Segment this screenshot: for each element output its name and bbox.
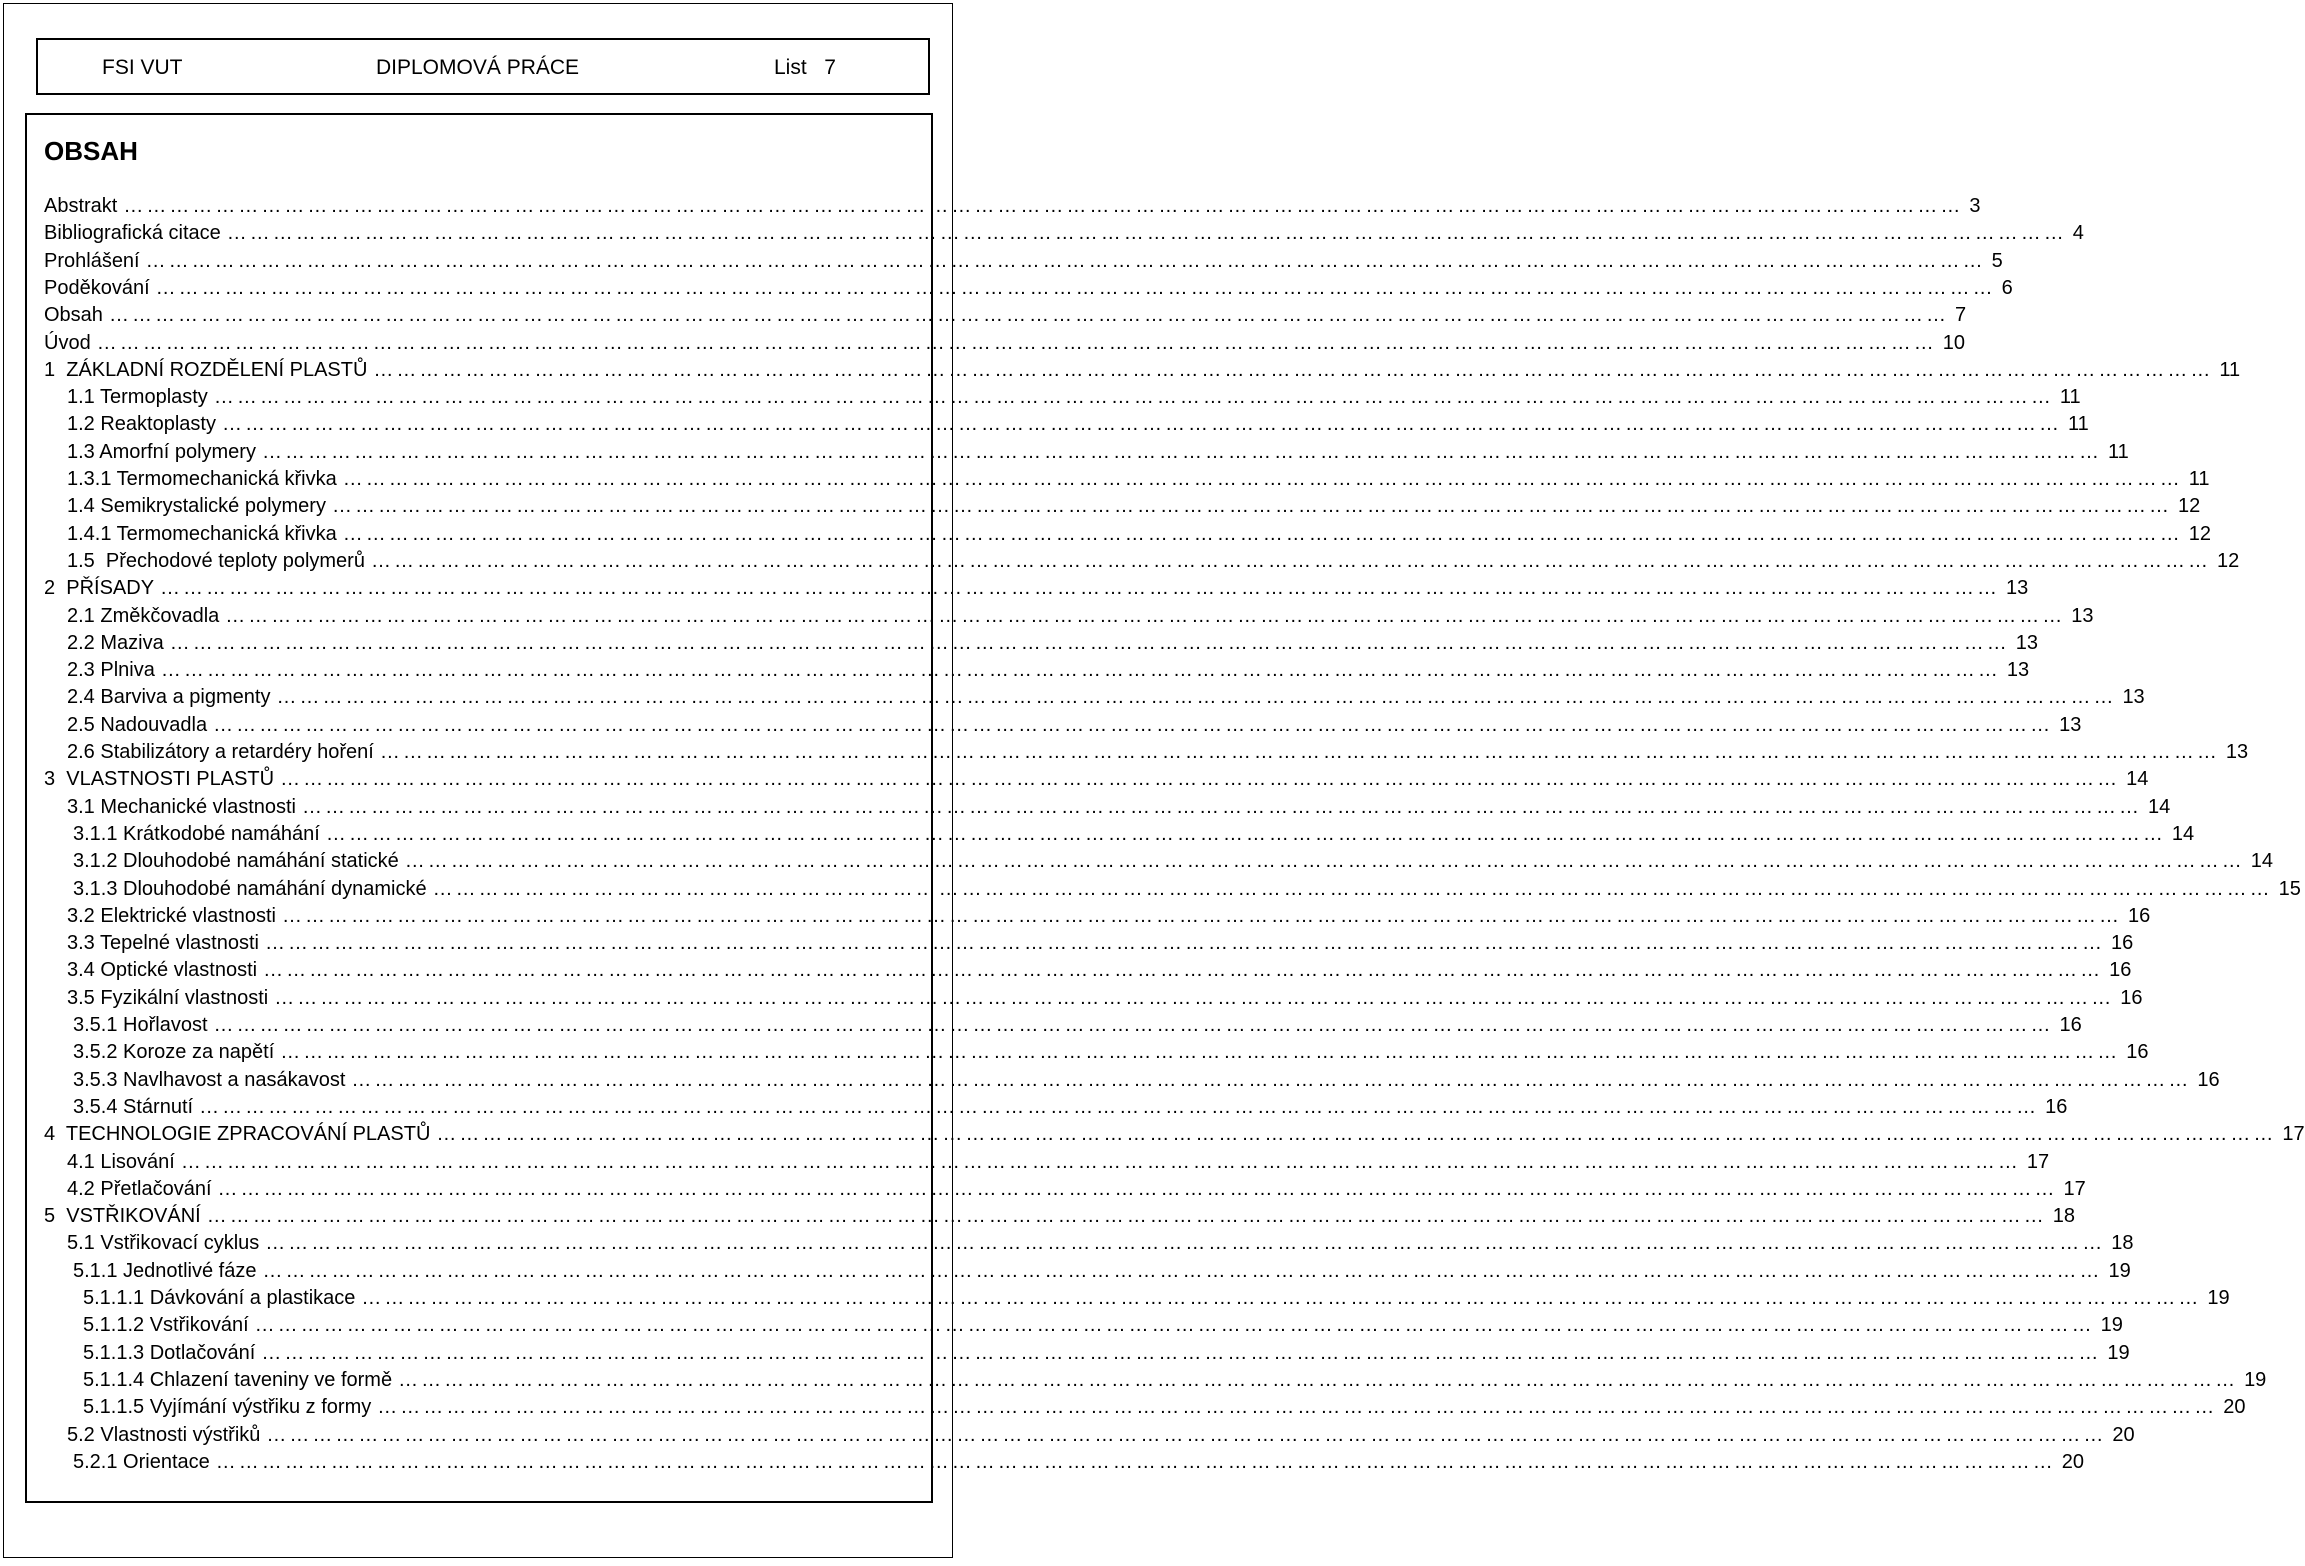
- toc-entry: [83, 1367, 2267, 1394]
- toc-entry-page: 12: [2216, 549, 2240, 572]
- toc-entry: [44, 575, 2029, 602]
- toc-entry: [67, 521, 2211, 548]
- toc-entry: [67, 1176, 2086, 1203]
- toc-entry: [83, 1285, 2230, 1312]
- header-institution: FSI VUT: [102, 56, 183, 79]
- toc-entry: [83, 1394, 2246, 1421]
- toc-entry-title: Poděkování: [44, 276, 150, 299]
- toc-leader-dots: ……………………………………………………………………………………………………………………………………………………………………………………………………………………: [215, 1450, 2056, 1473]
- toc-entry: [44, 330, 1965, 357]
- toc-entry-title: Úvod: [44, 331, 91, 354]
- toc-entry-page: 20: [2112, 1423, 2135, 1446]
- toc-entry-title: 5.1 Vstřikovací cyklus: [67, 1232, 260, 1255]
- toc-entry: [44, 302, 1967, 329]
- toc-entry-page: 13: [2059, 713, 2082, 736]
- toc-leader-dots: ……………………………………………………………………………………………………………………………………………………………………………………………………………………: [217, 1177, 2058, 1200]
- contents-box: [25, 113, 2305, 1503]
- toc-leader-dots: ……………………………………………………………………………………………………………………………………………………………………………………………………………………: [155, 276, 1996, 299]
- toc-leader-dots: ……………………………………………………………………………………………………………………………………………………………………………………………………………………: [281, 904, 2122, 927]
- toc-entry-title: 1.4 Semikrystalické polymery: [67, 495, 326, 518]
- toc-leader-dots: ……………………………………………………………………………………………………………………………………………………………………………………………………………………: [342, 468, 2183, 490]
- toc-leader-dots: ……………………………………………………………………………………………………………………………………………………………………………………………………………………: [351, 1068, 2192, 1091]
- toc-entry-page: 14: [2126, 768, 2149, 791]
- toc-entry: [67, 985, 2143, 1012]
- toc-leader-dots: ……………………………………………………………………………………………………………………………………………………………………………………………………………………: [123, 195, 1964, 217]
- toc-entry: [73, 1094, 2068, 1121]
- toc-entry: [67, 794, 2171, 821]
- toc-entry-title: 1.4.1 Termomechanická křivka: [67, 522, 337, 545]
- toc-leader-dots: ……………………………………………………………………………………………………………………………………………………………………………………………………………………: [96, 331, 1937, 354]
- toc-entry-page: 13: [2006, 577, 2029, 600]
- toc-entry-title: Bibliografická citace: [44, 222, 221, 245]
- toc-leader-dots: ……………………………………………………………………………………………………………………………………………………………………………………………………………………: [373, 358, 2214, 381]
- toc-entry-title: 1.1 Termoplasty: [67, 386, 208, 409]
- header-list-number: 7: [824, 56, 836, 79]
- toc-leader-dots: ……………………………………………………………………………………………………………………………………………………………………………………………………………………: [379, 741, 2220, 763]
- toc-entry-title: 4.1 Lisování: [67, 1150, 175, 1173]
- toc-entry-page: 16: [2059, 1014, 2082, 1036]
- toc-entry: [83, 1312, 2123, 1339]
- toc-entry-title: 3.5.4 Stárnutí: [73, 1095, 194, 1118]
- toc-leader-dots: ……………………………………………………………………………………………………………………………………………………………………………………………………………………: [261, 1341, 2102, 1364]
- toc-entry-page: 10: [1942, 331, 1965, 354]
- toc-entry-page: 17: [2063, 1177, 2086, 1200]
- toc-leader-dots: ……………………………………………………………………………………………………………………………………………………………………………………………………………………: [206, 1205, 2047, 1228]
- toc-leader-dots: ……………………………………………………………………………………………………………………………………………………………………………………………………………………: [108, 304, 1949, 327]
- toc-entry-title: 5.1.1.5 Vyjímání výstřiku z formy: [83, 1396, 372, 1419]
- toc-entry-page: 14: [2250, 850, 2274, 873]
- toc-entry-title: 5.1.1 Jednotlivé fáze: [73, 1259, 257, 1282]
- toc-entry-page: 13: [2015, 631, 2038, 654]
- toc-leader-dots: ……………………………………………………………………………………………………………………………………………………………………………………………………………………: [276, 686, 2117, 709]
- toc-entry-page: 7: [1954, 304, 1967, 327]
- toc-entry-page: 19: [2108, 1259, 2131, 1282]
- header-document-type: DIPLOMOVÁ PRÁCE: [376, 56, 580, 79]
- toc-leader-dots: ……………………………………………………………………………………………………………………………………………………………………………………………………………………: [180, 1150, 2021, 1173]
- toc-entry-title: 3.3 Tepelné vlastnosti: [67, 932, 259, 955]
- toc-entry-title: 5.1.1.4 Chlazení taveniny ve formě: [83, 1368, 393, 1391]
- toc-entry-page: 16: [2109, 959, 2132, 982]
- header-page-number: [774, 56, 836, 80]
- contents-title: OBSAH: [44, 136, 138, 166]
- toc-entry-title: 2.4 Barviva a pigmenty: [67, 686, 271, 709]
- toc-leader-dots: ……………………………………………………………………………………………………………………………………………………………………………………………………………………: [213, 713, 2054, 736]
- toc-leader-dots: ……………………………………………………………………………………………………………………………………………………………………………………………………………………: [262, 1259, 2103, 1282]
- toc-entry: [73, 1067, 2220, 1094]
- toc-entry-page: 5: [1991, 249, 2003, 272]
- toc-leader-dots: ……………………………………………………………………………………………………………………………………………………………………………………………………………………: [342, 522, 2183, 545]
- toc-entry-page: 6: [2001, 276, 2013, 299]
- toc-entry-title: 1.3.1 Termomechanická křivka: [67, 468, 337, 490]
- toc-entry-page: 13: [2122, 686, 2145, 709]
- toc-entry-title: 1 ZÁKLADNÍ ROZDĚLENÍ PLASTŮ: [44, 358, 368, 381]
- toc-entry-page: 18: [2111, 1232, 2134, 1255]
- toc-leader-dots: ……………………………………………………………………………………………………………………………………………………………………………………………………………………: [280, 1041, 2121, 1064]
- toc-entry: [67, 930, 2134, 957]
- toc-entry: [44, 1203, 2075, 1230]
- toc-entry-page: 16: [2045, 1095, 2068, 1118]
- toc-entry-title: Prohlášení: [44, 249, 140, 272]
- toc-leader-dots: ……………………………………………………………………………………………………………………………………………………………………………………………………………………: [213, 1014, 2054, 1036]
- toc-entry-title: 5.1.1.3 Dotlačování: [83, 1341, 256, 1364]
- toc-entry: [67, 739, 2249, 766]
- toc-entry-title: 4.2 Přetlačování: [67, 1177, 212, 1200]
- toc-leader-dots: ……………………………………………………………………………………………………………………………………………………………………………………………………………………: [280, 768, 2121, 791]
- toc-entry-page: 13: [2225, 741, 2249, 763]
- toc-entry-title: 3 VLASTNOSTI PLASTŮ: [44, 768, 275, 791]
- toc-entry-page: 13: [2006, 659, 2030, 682]
- toc-entry-page: 14: [2171, 822, 2195, 845]
- toc-entry-title: 3.1.3 Dlouhodobé namáhání dynamické: [73, 877, 427, 900]
- toc-entry: [67, 384, 2081, 411]
- toc-entry: [67, 684, 2145, 711]
- toc-leader-dots: ……………………………………………………………………………………………………………………………………………………………………………………………………………………: [361, 1287, 2202, 1309]
- toc-entry-title: 3.4 Optické vlastnosti: [67, 959, 258, 982]
- toc-entry: [67, 603, 2094, 630]
- toc-entry: [67, 1422, 2135, 1449]
- toc-leader-dots: ……………………………………………………………………………………………………………………………………………………………………………………………………………………: [302, 795, 2143, 818]
- toc-entry-page: 17: [2282, 1123, 2305, 1146]
- header-list-label: List: [774, 56, 807, 79]
- toc-entry-page: 16: [2110, 932, 2134, 955]
- toc-entry-title: 5.1.1.2 Vstřikování: [83, 1314, 249, 1337]
- toc-entry-page: 16: [2120, 986, 2143, 1009]
- toc-entry: [83, 1340, 2130, 1367]
- toc-leader-dots: ……………………………………………………………………………………………………………………………………………………………………………………………………………………: [169, 631, 2010, 654]
- toc-entry-page: 19: [2244, 1368, 2267, 1391]
- toc-leader-dots: ……………………………………………………………………………………………………………………………………………………………………………………………………………………: [377, 1396, 2218, 1419]
- toc-entry: [44, 766, 2149, 793]
- toc-leader-dots: ……………………………………………………………………………………………………………………………………………………………………………………………………………………: [325, 822, 2166, 845]
- toc-entry-title: 3.5.3 Navlhavost a nasákavost: [73, 1068, 346, 1091]
- toc-entry: [67, 903, 2151, 930]
- toc-entry-title: 3.1.2 Dlouhodobé namáhání statické: [73, 850, 399, 873]
- toc-leader-dots: ……………………………………………………………………………………………………………………………………………………………………………………………………………………: [221, 413, 2062, 436]
- toc-entry: [67, 630, 2038, 657]
- toc-entry: [67, 657, 2030, 684]
- toc-entry-title: 4 TECHNOLOGIE ZPRACOVÁNÍ PLASTŮ: [44, 1123, 431, 1146]
- toc-entry-title: 2.2 Maziva: [67, 631, 164, 654]
- toc-entry-title: 1.3 Amorfní polymery: [67, 440, 256, 463]
- toc-leader-dots: ……………………………………………………………………………………………………………………………………………………………………………………………………………………: [226, 222, 2067, 245]
- toc-entry-page: 12: [2177, 495, 2201, 518]
- toc-entry-page: 14: [2148, 795, 2171, 818]
- toc-entry: [73, 848, 2274, 875]
- toc-entry: [67, 548, 2240, 575]
- toc-entry: [44, 193, 1981, 220]
- toc-entry: [67, 411, 2089, 438]
- toc-leader-dots: ……………………………………………………………………………………………………………………………………………………………………………………………………………………: [266, 1423, 2107, 1446]
- toc-leader-dots: ……………………………………………………………………………………………………………………………………………………………………………………………………………………: [199, 1095, 2040, 1118]
- toc-entry: [67, 1230, 2134, 1257]
- toc-entry: [44, 220, 2084, 247]
- toc-entry-title: 3.1.1 Krátkodobé namáhání: [73, 822, 320, 845]
- toc-entry-title: 3.5.2 Koroze za napětí: [73, 1041, 275, 1064]
- toc-entry-title: 1.2 Reaktoplasty: [67, 413, 216, 436]
- toc-entry: [73, 876, 2301, 903]
- toc-entry-page: 11: [2219, 358, 2241, 381]
- toc-entry: [73, 1012, 2082, 1039]
- toc-leader-dots: ……………………………………………………………………………………………………………………………………………………………………………………………………………………: [265, 1232, 2106, 1255]
- toc-leader-dots: ……………………………………………………………………………………………………………………………………………………………………………………………………………………: [398, 1368, 2239, 1391]
- toc-entry: [44, 357, 2241, 384]
- toc-entry-page: 11: [2107, 440, 2129, 463]
- toc-entry: [44, 1121, 2305, 1148]
- toc-entry: [73, 1258, 2131, 1285]
- toc-entry-page: 19: [2107, 1341, 2130, 1364]
- toc-leader-dots: ……………………………………………………………………………………………………………………………………………………………………………………………………………………: [274, 986, 2115, 1009]
- toc-entry-page: 11: [2188, 468, 2210, 490]
- toc-entry-title: 3.5.1 Hořlavost: [73, 1014, 208, 1036]
- page-header: [36, 38, 930, 95]
- toc-entry-page: 16: [2126, 1041, 2149, 1064]
- toc-leader-dots: ……………………………………………………………………………………………………………………………………………………………………………………………………………………: [261, 440, 2102, 463]
- toc-entry: [67, 466, 2210, 493]
- toc-entry-title: 2.6 Stabilizátory a retardéry hoření: [67, 741, 374, 763]
- toc-entry: [44, 248, 2003, 275]
- toc-entry-title: 3.2 Elektrické vlastnosti: [67, 904, 276, 927]
- toc-entry-page: 17: [2026, 1150, 2050, 1173]
- toc-entry-page: 20: [2223, 1396, 2246, 1419]
- toc-entry: [67, 957, 2132, 984]
- toc-leader-dots: ……………………………………………………………………………………………………………………………………………………………………………………………………………………: [254, 1314, 2095, 1337]
- toc-entry-title: Abstrakt: [44, 195, 118, 217]
- toc-leader-dots: ……………………………………………………………………………………………………………………………………………………………………………………………………………………: [436, 1123, 2277, 1146]
- toc-entry-page: 15: [2278, 877, 2301, 900]
- toc-leader-dots: ……………………………………………………………………………………………………………………………………………………………………………………………………………………: [225, 604, 2066, 627]
- toc-entry-title: 3.1 Mechanické vlastnosti: [67, 795, 297, 818]
- toc-entry-page: 13: [2071, 604, 2094, 627]
- toc-entry-title: Obsah: [44, 304, 103, 327]
- toc-leader-dots: ……………………………………………………………………………………………………………………………………………………………………………………………………………………: [160, 577, 2001, 600]
- toc-entry-page: 11: [2059, 386, 2081, 409]
- toc-entry-page: 12: [2188, 522, 2211, 545]
- toc-leader-dots: ……………………………………………………………………………………………………………………………………………………………………………………………………………………: [331, 495, 2172, 518]
- toc-leader-dots: ……………………………………………………………………………………………………………………………………………………………………………………………………………………: [432, 877, 2273, 900]
- toc-entry: [67, 1149, 2050, 1176]
- toc-entry-title: 1.5 Přechodové teploty polymerů: [67, 549, 365, 572]
- toc-entry-page: 18: [2052, 1205, 2075, 1228]
- toc-leader-dots: ……………………………………………………………………………………………………………………………………………………………………………………………………………………: [160, 659, 2001, 682]
- toc-entry: [73, 1039, 2149, 1066]
- toc-entry-page: 16: [2127, 904, 2151, 927]
- toc-entry-title: 5.1.1.1 Dávkování a plastikace: [83, 1287, 356, 1309]
- toc-entry-title: 2.5 Nadouvadla: [67, 713, 208, 736]
- toc-entry-title: 5 VSTŘIKOVÁNÍ: [44, 1205, 201, 1228]
- toc-entry-title: 5.2 Vlastnosti výstřiků: [67, 1423, 261, 1446]
- toc-entry-page: 19: [2207, 1287, 2230, 1309]
- toc-entry-title: 2 PŘÍSADY: [44, 577, 155, 600]
- toc-entry-page: 16: [2197, 1068, 2220, 1091]
- toc-entry: [44, 275, 2013, 302]
- toc-entry-title: 3.5 Fyzikální vlastnosti: [67, 986, 269, 1009]
- toc-leader-dots: ……………………………………………………………………………………………………………………………………………………………………………………………………………………: [370, 549, 2211, 572]
- toc-entry-page: 3: [1969, 195, 1981, 217]
- toc-entry-page: 4: [2072, 222, 2084, 245]
- toc-entry-page: 20: [2061, 1450, 2084, 1473]
- toc-entry-page: 11: [2067, 413, 2089, 436]
- toc-entry: [67, 493, 2201, 520]
- toc-leader-dots: ……………………………………………………………………………………………………………………………………………………………………………………………………………………: [264, 932, 2105, 955]
- toc-entry-title: 5.2.1 Orientace: [73, 1450, 210, 1473]
- toc-leader-dots: ……………………………………………………………………………………………………………………………………………………………………………………………………………………: [404, 850, 2245, 873]
- toc-leader-dots: ……………………………………………………………………………………………………………………………………………………………………………………………………………………: [145, 249, 1986, 272]
- toc-entry-page: 19: [2100, 1314, 2123, 1337]
- toc-entry: [67, 439, 2129, 466]
- toc-leader-dots: ……………………………………………………………………………………………………………………………………………………………………………………………………………………: [263, 959, 2104, 982]
- toc-leader-dots: ……………………………………………………………………………………………………………………………………………………………………………………………………………………: [213, 386, 2054, 409]
- toc-entry-title: 2.1 Změkčovadla: [67, 604, 220, 627]
- toc-entry: [73, 821, 2195, 848]
- toc-entry: [67, 712, 2082, 739]
- toc-entry: [73, 1449, 2084, 1476]
- toc-entry-title: 2.3 Plniva: [67, 659, 155, 682]
